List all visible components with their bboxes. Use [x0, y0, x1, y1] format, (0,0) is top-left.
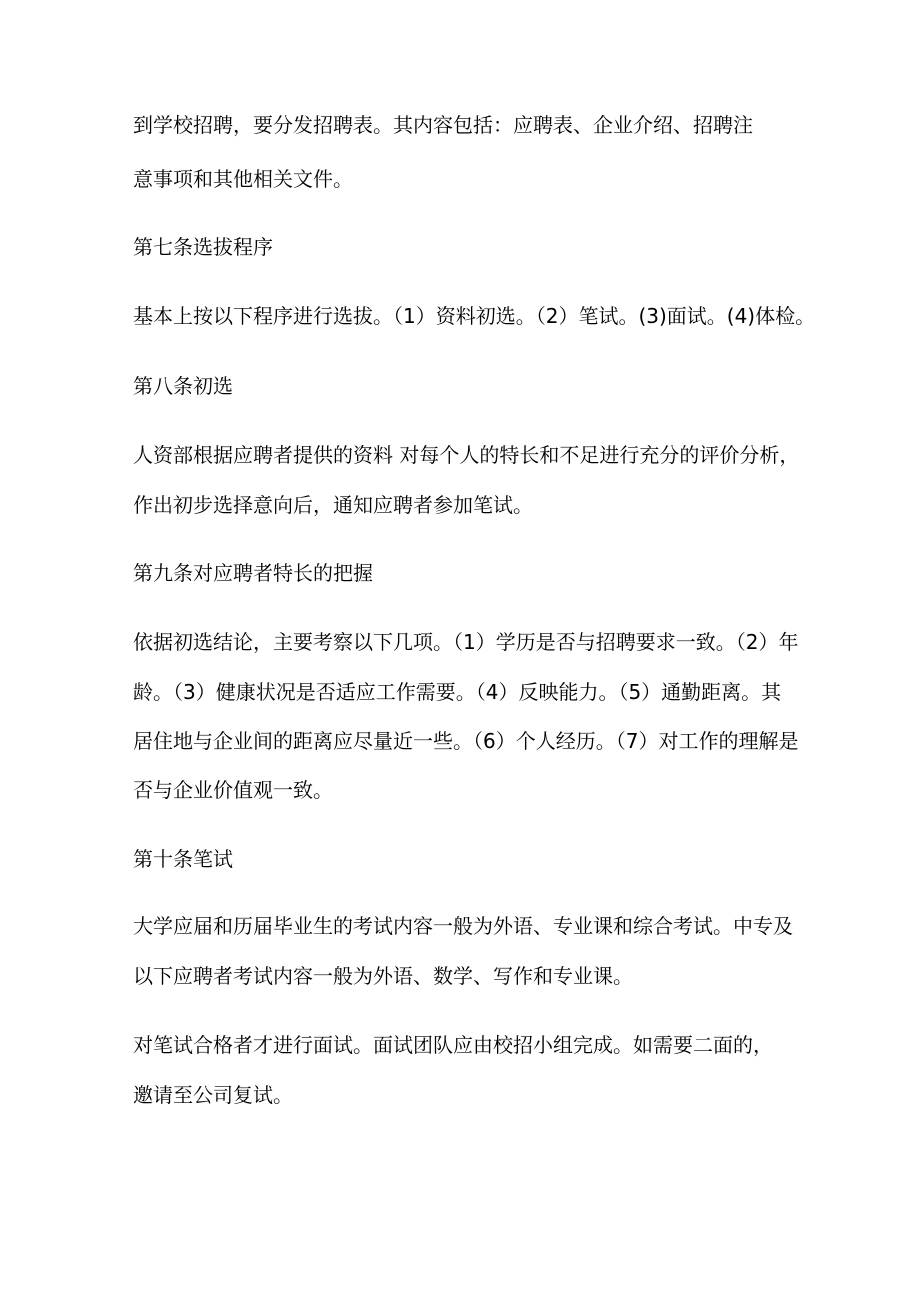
- article-10-body-line-1: 大学应届和历届毕业生的考试内容一般为外语、专业课和综合考试。中专及: [133, 914, 793, 938]
- intro-line-1: 到学校招聘，要分发招聘表。其内容包括：应聘表、企业介绍、招聘注: [133, 113, 753, 137]
- article-7-title: 第七条选拔程序: [133, 235, 273, 259]
- article-10-body2-line-1: 对笔试合格者才进行面试。面试团队应由校招小组完成。如需要二面的，: [133, 1033, 773, 1057]
- article-8-body-line-1: 人资部根据应聘者提供的资料 对每个人的特长和不足进行充分的评价分析，: [133, 443, 800, 467]
- article-10-body2-line-2: 邀请至公司复试。: [133, 1083, 293, 1107]
- article-8-title: 第八条初选: [133, 374, 233, 398]
- article-8-body-line-2: 作出初步选择意向后，通知应聘者参加笔试。: [133, 493, 533, 517]
- article-9-body-line-4: 否与企业价值观一致。: [133, 778, 333, 802]
- article-10-body-line-2: 以下应聘者考试内容一般为外语、数学、写作和专业课。: [133, 964, 633, 988]
- article-10-title: 第十条笔试: [133, 847, 233, 871]
- article-9-body-line-1: 依据初选结论，主要考察以下几项。（1）学历是否与招聘要求一致。（2）年: [133, 630, 799, 654]
- article-7-body-line-1: 基本上按以下程序进行选拔。（1）资料初选。（2）笔试。(3)面试。(4)体检。: [133, 304, 816, 328]
- intro-line-2: 意事项和其他相关文件。: [133, 167, 353, 191]
- article-9-body-line-3: 居住地与企业间的距离应尽量近一些。（6）个人经历。（7）对工作的理解是: [133, 729, 799, 753]
- article-9-body-line-2: 龄。（3）健康状况是否适应工作需要。（4）反映能力。（5）通勤距离。其: [133, 680, 782, 704]
- article-9-title: 第九条对应聘者特长的把握: [133, 561, 373, 585]
